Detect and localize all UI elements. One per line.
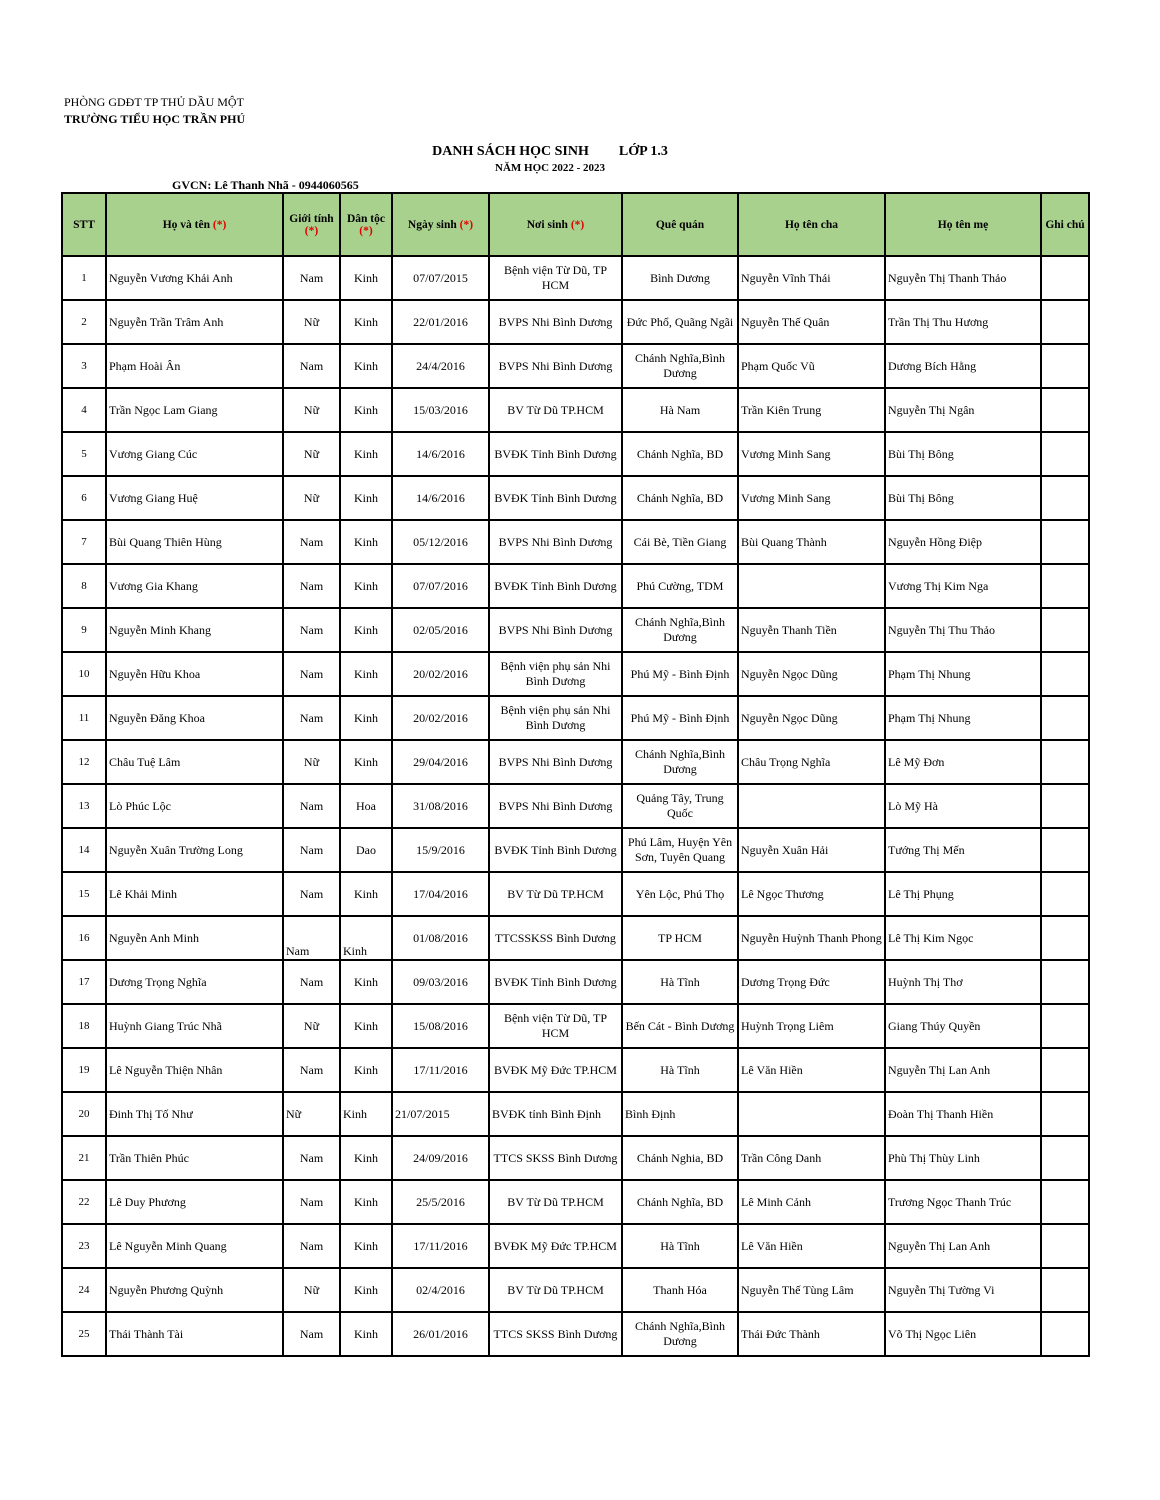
- cell-note: [1041, 564, 1089, 608]
- homeroom-teacher: GVCN: Lê Thanh Nhã - 0944060565: [172, 178, 359, 192]
- cell-birthplace: BVĐK Tỉnh Bình Dương: [489, 564, 622, 608]
- cell-stt: 9: [62, 608, 106, 652]
- header-hometown: Quê quán: [622, 193, 738, 256]
- cell-name: Vương Giang Cúc: [106, 432, 283, 476]
- cell-father: Lê Văn Hiền: [738, 1224, 885, 1268]
- cell-stt: 13: [62, 784, 106, 828]
- cell-dob: 15/08/2016: [392, 1004, 489, 1048]
- table-row: [62, 1180, 1089, 1224]
- cell-hometown: Chánh Nghĩa, BD: [622, 1180, 738, 1224]
- cell-dob: 22/01/2016: [392, 300, 489, 344]
- cell-father: [738, 784, 885, 828]
- cell-hometown: Hà Tĩnh: [622, 1224, 738, 1268]
- cell-hometown: Phú Mỹ - Bình Định: [622, 696, 738, 740]
- cell-gender: Nữ: [283, 432, 340, 476]
- cell-gender: Nam: [283, 828, 340, 872]
- table-row: [62, 1092, 1089, 1136]
- cell-mother: Nguyễn Hồng Điệp: [885, 520, 1041, 564]
- document-title: [0, 144, 1100, 160]
- cell-hometown: Đức Phổ, Quãng Ngãi: [622, 300, 738, 344]
- cell-note: [1041, 1004, 1089, 1048]
- cell-stt: 8: [62, 564, 106, 608]
- cell-dob: 31/08/2016: [392, 784, 489, 828]
- cell-birthplace: BV Từ Dũ TP.HCM: [489, 1268, 622, 1312]
- cell-mother: Nguyễn Thị Thu Thảo: [885, 608, 1041, 652]
- cell-hometown: Chánh Nghĩa,Bình Dương: [622, 1312, 738, 1356]
- cell-dob: 09/03/2016: [392, 960, 489, 1004]
- cell-dob: 29/04/2016: [392, 740, 489, 784]
- cell-dob: 07/07/2015: [392, 256, 489, 300]
- cell-birthplace: BVPS Nhi Bình Dương: [489, 344, 622, 388]
- cell-mother: Bùi Thị Bông: [885, 476, 1041, 520]
- cell-note: [1041, 828, 1089, 872]
- cell-gender: Nam: [283, 1136, 340, 1180]
- cell-ethnic: Kinh: [340, 1180, 392, 1224]
- cell-stt: 5: [62, 432, 106, 476]
- cell-gender: Nam: [283, 1224, 340, 1268]
- cell-birthplace: TTCSSKSS Bình Dương: [489, 916, 622, 960]
- cell-name: Thái Thành Tài: [106, 1312, 283, 1356]
- cell-hometown: Chánh Nghĩa,Bình Dương: [622, 344, 738, 388]
- cell-stt: 23: [62, 1224, 106, 1268]
- cell-mother: Bùi Thị Bông: [885, 432, 1041, 476]
- cell-birthplace: BVĐK Tỉnh Bình Dương: [489, 828, 622, 872]
- cell-mother: Nguyễn Thị Lan Anh: [885, 1048, 1041, 1092]
- cell-mother: Lê Thị Phụng: [885, 872, 1041, 916]
- cell-mother: Dương Bích Hằng: [885, 344, 1041, 388]
- cell-name: Lê Duy Phương: [106, 1180, 283, 1224]
- cell-ethnic: Kinh: [340, 652, 392, 696]
- header-mother: Họ tên mẹ: [885, 193, 1041, 256]
- cell-dob: 26/01/2016: [392, 1312, 489, 1356]
- cell-mother: Phạm Thị Nhung: [885, 652, 1041, 696]
- cell-dob: 20/02/2016: [392, 652, 489, 696]
- cell-gender: Nữ: [283, 388, 340, 432]
- cell-note: [1041, 1136, 1089, 1180]
- cell-name: Lò Phúc Lộc: [106, 784, 283, 828]
- table-header-row: [62, 193, 1089, 256]
- cell-birthplace: Bệnh viện Từ Dũ, TP HCM: [489, 1004, 622, 1048]
- cell-gender: Nam: [283, 344, 340, 388]
- cell-birthplace: Bệnh viện phụ sản Nhi Bình Dương: [489, 652, 622, 696]
- cell-birthplace: BVĐK Mỹ Đức TP.HCM: [489, 1224, 622, 1268]
- cell-gender: Nữ: [283, 300, 340, 344]
- table-row: [62, 256, 1089, 300]
- cell-father: Huỳnh Trọng Liêm: [738, 1004, 885, 1048]
- cell-hometown: Hà Nam: [622, 388, 738, 432]
- cell-dob: 02/05/2016: [392, 608, 489, 652]
- school-year: NĂM HỌC 2022 - 2023: [495, 162, 605, 174]
- cell-birthplace: Bệnh viện phụ sản Nhi Bình Dương: [489, 696, 622, 740]
- cell-ethnic: Hoa: [340, 784, 392, 828]
- cell-mother: Huỳnh Thị Thơ: [885, 960, 1041, 1004]
- cell-note: [1041, 652, 1089, 696]
- cell-stt: 1: [62, 256, 106, 300]
- class-label: LỚP 1.3: [618, 144, 668, 159]
- cell-father: Nguyễn Ngọc Dũng: [738, 652, 885, 696]
- cell-birthplace: BVPS Nhi Bình Dương: [489, 520, 622, 564]
- cell-hometown: Phú Lâm, Huyện Yên Sơn, Tuyên Quang: [622, 828, 738, 872]
- cell-note: [1041, 784, 1089, 828]
- cell-gender: Nữ: [283, 1004, 340, 1048]
- cell-birthplace: BVPS Nhi Bình Dương: [489, 784, 622, 828]
- cell-hometown: Chánh Nghĩa,Bình Dương: [622, 608, 738, 652]
- cell-mother: Phạm Thị Nhung: [885, 696, 1041, 740]
- cell-mother: Lê Mỹ Đơn: [885, 740, 1041, 784]
- cell-dob: 25/5/2016: [392, 1180, 489, 1224]
- cell-birthplace: BVĐK Tỉnh Bình Dương: [489, 960, 622, 1004]
- cell-birthplace: Bệnh viện Từ Dũ, TP HCM: [489, 256, 622, 300]
- cell-father: Nguyễn Thế Tùng Lâm: [738, 1268, 885, 1312]
- cell-ethnic: Kinh: [340, 256, 392, 300]
- cell-birthplace: BVPS Nhi Bình Dương: [489, 608, 622, 652]
- cell-hometown: Phú Mỹ - Bình Định: [622, 652, 738, 696]
- title-text: DANH SÁCH HỌC SINH: [432, 144, 589, 159]
- cell-stt: 7: [62, 520, 106, 564]
- cell-ethnic: Kinh: [340, 476, 392, 520]
- table-row: [62, 1048, 1089, 1092]
- cell-name: Nguyễn Xuân Trường Long: [106, 828, 283, 872]
- cell-father: Thái Đức Thành: [738, 1312, 885, 1356]
- cell-birthplace: BVĐK Mỹ Đức TP.HCM: [489, 1048, 622, 1092]
- cell-hometown: Chánh Nghia, BD: [622, 1136, 738, 1180]
- cell-father: Lê Văn Hiền: [738, 1048, 885, 1092]
- cell-name: Lê Khải Minh: [106, 872, 283, 916]
- cell-father: Nguyễn Vĩnh Thái: [738, 256, 885, 300]
- cell-father: Nguyễn Ngọc Dũng: [738, 696, 885, 740]
- cell-gender: Nam: [283, 608, 340, 652]
- cell-mother: Đoàn Thị Thanh Hiền: [885, 1092, 1041, 1136]
- cell-mother: Lê Thị Kim Ngọc: [885, 916, 1041, 960]
- cell-name: Nguyễn Phương Quỳnh: [106, 1268, 283, 1312]
- cell-note: [1041, 1092, 1089, 1136]
- cell-dob: 20/02/2016: [392, 696, 489, 740]
- cell-gender: Nữ: [283, 1268, 340, 1312]
- cell-ethnic: Kinh: [340, 1268, 392, 1312]
- cell-birthplace: BVPS Nhi Bình Dương: [489, 300, 622, 344]
- cell-hometown: Chánh Nghĩa, BD: [622, 432, 738, 476]
- cell-stt: 19: [62, 1048, 106, 1092]
- cell-father: Bùi Quang Thành: [738, 520, 885, 564]
- cell-hometown: Chánh Nghĩa,Bình Dương: [622, 740, 738, 784]
- cell-gender: Nam: [283, 564, 340, 608]
- cell-stt: 18: [62, 1004, 106, 1048]
- cell-father: Vương Minh Sang: [738, 476, 885, 520]
- cell-dob: 14/6/2016: [392, 432, 489, 476]
- cell-ethnic: Kinh: [340, 1004, 392, 1048]
- cell-hometown: Phú Cường, TDM: [622, 564, 738, 608]
- cell-stt: 14: [62, 828, 106, 872]
- cell-dob: 17/11/2016: [392, 1048, 489, 1092]
- cell-father: Nguyễn Thế Quân: [738, 300, 885, 344]
- cell-mother: Nguyễn Thị Lan Anh: [885, 1224, 1041, 1268]
- table-row: [62, 300, 1089, 344]
- cell-dob: 17/11/2016: [392, 1224, 489, 1268]
- table-row: [62, 476, 1089, 520]
- cell-ethnic: Kinh: [340, 960, 392, 1004]
- cell-stt: 3: [62, 344, 106, 388]
- table-row: [62, 564, 1089, 608]
- table-row: [62, 520, 1089, 564]
- cell-name: Dương Trọng Nghĩa: [106, 960, 283, 1004]
- table-row: [62, 960, 1089, 1004]
- cell-birthplace: BV Từ Dũ TP.HCM: [489, 872, 622, 916]
- cell-name: Nguyễn Anh Minh: [106, 916, 283, 960]
- student-list-table: [61, 192, 1090, 1357]
- cell-note: [1041, 960, 1089, 1004]
- cell-mother: Vương Thị Kim Nga: [885, 564, 1041, 608]
- cell-note: [1041, 1180, 1089, 1224]
- cell-note: [1041, 1268, 1089, 1312]
- cell-hometown: Thanh Hóa: [622, 1268, 738, 1312]
- table-row: [62, 1004, 1089, 1048]
- cell-father: Nguyễn Thanh Tiền: [738, 608, 885, 652]
- cell-name: Vương Gia Khang: [106, 564, 283, 608]
- cell-dob: 15/03/2016: [392, 388, 489, 432]
- cell-mother: Tướng Thị Mến: [885, 828, 1041, 872]
- cell-stt: 22: [62, 1180, 106, 1224]
- cell-birthplace: BVĐK Tỉnh Bình Dương: [489, 476, 622, 520]
- table-row: [62, 1312, 1089, 1356]
- cell-note: [1041, 916, 1089, 960]
- cell-stt: 21: [62, 1136, 106, 1180]
- cell-dob: 14/6/2016: [392, 476, 489, 520]
- school-name: TRƯỜNG TIỂU HỌC TRẦN PHÚ: [64, 112, 246, 126]
- cell-gender: Nam: [283, 1180, 340, 1224]
- header-ethnic: Dân tộc (*): [340, 193, 392, 256]
- cell-mother: Nguyễn Thị Tường Vi: [885, 1268, 1041, 1312]
- table-row: [62, 608, 1089, 652]
- cell-ethnic: Kinh: [340, 344, 392, 388]
- cell-name: Huỳnh Giang Trúc Nhã: [106, 1004, 283, 1048]
- cell-mother: Võ Thị Ngọc Liên: [885, 1312, 1041, 1356]
- header-note: Ghi chú: [1041, 193, 1089, 256]
- table-row: [62, 1268, 1089, 1312]
- cell-hometown: Chánh Nghĩa, BD: [622, 476, 738, 520]
- cell-stt: 25: [62, 1312, 106, 1356]
- cell-dob: 02/4/2016: [392, 1268, 489, 1312]
- table-row: [62, 872, 1089, 916]
- header-dob: Ngày sinh (*): [392, 193, 489, 256]
- cell-name: Nguyễn Trần Trâm Anh: [106, 300, 283, 344]
- table-row: [62, 1224, 1089, 1268]
- cell-note: [1041, 608, 1089, 652]
- cell-stt: 24: [62, 1268, 106, 1312]
- cell-ethnic: Kinh: [340, 916, 392, 960]
- cell-name: Trần Ngọc Lam Giang: [106, 388, 283, 432]
- table-row: [62, 1136, 1089, 1180]
- cell-note: [1041, 1312, 1089, 1356]
- cell-ethnic: Kinh: [340, 740, 392, 784]
- cell-ethnic: Kinh: [340, 388, 392, 432]
- table-row: [62, 828, 1089, 872]
- cell-mother: Trần Thị Thu Hương: [885, 300, 1041, 344]
- cell-stt: 15: [62, 872, 106, 916]
- cell-ethnic: Kinh: [340, 1136, 392, 1180]
- cell-stt: 17: [62, 960, 106, 1004]
- cell-name: Nguyễn Hữu Khoa: [106, 652, 283, 696]
- cell-ethnic: Kinh: [340, 872, 392, 916]
- cell-mother: Nguyễn Thị Thanh Thảo: [885, 256, 1041, 300]
- cell-name: Nguyễn Minh Khang: [106, 608, 283, 652]
- department-name: PHÒNG GDĐT TP THỦ DẦU MỘT: [64, 95, 244, 109]
- cell-note: [1041, 740, 1089, 784]
- cell-stt: 11: [62, 696, 106, 740]
- cell-name: Nguyễn Vương Khải Anh: [106, 256, 283, 300]
- cell-birthplace: BV Từ Dũ TP.HCM: [489, 1180, 622, 1224]
- cell-birthplace: BVĐK tỉnh Bình Định: [489, 1092, 622, 1136]
- cell-name: Châu Tuệ Lâm: [106, 740, 283, 784]
- cell-name: Bùi Quang Thiên Hùng: [106, 520, 283, 564]
- cell-note: [1041, 432, 1089, 476]
- cell-ethnic: Kinh: [340, 564, 392, 608]
- cell-note: [1041, 696, 1089, 740]
- cell-gender: Nữ: [283, 740, 340, 784]
- cell-name: Lê Nguyễn Thiện Nhân: [106, 1048, 283, 1092]
- cell-father: [738, 564, 885, 608]
- cell-dob: 05/12/2016: [392, 520, 489, 564]
- cell-mother: Trương Ngọc Thanh Trúc: [885, 1180, 1041, 1224]
- cell-note: [1041, 476, 1089, 520]
- cell-note: [1041, 344, 1089, 388]
- cell-birthplace: TTCS SKSS Bình Dương: [489, 1136, 622, 1180]
- cell-stt: 2: [62, 300, 106, 344]
- cell-note: [1041, 1224, 1089, 1268]
- cell-father: Lê Ngọc Thương: [738, 872, 885, 916]
- cell-birthplace: BVPS Nhi Bình Dương: [489, 740, 622, 784]
- cell-note: [1041, 1048, 1089, 1092]
- cell-hometown: Bình Định: [622, 1092, 738, 1136]
- cell-gender: Nam: [283, 696, 340, 740]
- cell-hometown: Bến Cát - Bình Dương: [622, 1004, 738, 1048]
- cell-father: Dương Trọng Đức: [738, 960, 885, 1004]
- cell-gender: Nữ: [283, 1092, 340, 1136]
- cell-mother: Lò Mỹ Hà: [885, 784, 1041, 828]
- cell-hometown: Yên Lộc, Phú Thọ: [622, 872, 738, 916]
- cell-dob: 07/07/2016: [392, 564, 489, 608]
- cell-gender: Nam: [283, 1312, 340, 1356]
- cell-hometown: Quảng Tây, Trung Quốc: [622, 784, 738, 828]
- cell-hometown: TP HCM: [622, 916, 738, 960]
- table-row: [62, 916, 1089, 960]
- header-stt: STT: [62, 193, 106, 256]
- cell-father: Châu Trọng Nghĩa: [738, 740, 885, 784]
- cell-father: Lê Minh Cảnh: [738, 1180, 885, 1224]
- cell-name: Phạm Hoài Ân: [106, 344, 283, 388]
- cell-gender: Nam: [283, 872, 340, 916]
- cell-ethnic: Kinh: [340, 432, 392, 476]
- cell-stt: 12: [62, 740, 106, 784]
- cell-ethnic: Kinh: [340, 1312, 392, 1356]
- cell-dob: 21/07/2015: [392, 1092, 489, 1136]
- cell-father: [738, 1092, 885, 1136]
- cell-mother: Giang Thúy Quyền: [885, 1004, 1041, 1048]
- cell-dob: 24/09/2016: [392, 1136, 489, 1180]
- cell-mother: Phù Thị Thùy Linh: [885, 1136, 1041, 1180]
- cell-birthplace: BV Từ Dũ TP.HCM: [489, 388, 622, 432]
- cell-father: Nguyễn Xuân Hải: [738, 828, 885, 872]
- table-row: [62, 740, 1089, 784]
- cell-ethnic: Dao: [340, 828, 392, 872]
- cell-gender: Nam: [283, 520, 340, 564]
- cell-note: [1041, 872, 1089, 916]
- cell-ethnic: Kinh: [340, 1224, 392, 1268]
- cell-dob: 15/9/2016: [392, 828, 489, 872]
- cell-birthplace: BVĐK Tỉnh Bình Dương: [489, 432, 622, 476]
- cell-stt: 16: [62, 916, 106, 960]
- cell-father: Vương Minh Sang: [738, 432, 885, 476]
- cell-father: Trần Công Danh: [738, 1136, 885, 1180]
- cell-gender: Nam: [283, 652, 340, 696]
- cell-name: Trần Thiên Phúc: [106, 1136, 283, 1180]
- cell-ethnic: Kinh: [340, 1092, 392, 1136]
- cell-gender: Nam: [283, 256, 340, 300]
- cell-gender: Nam: [283, 960, 340, 1004]
- cell-dob: 24/4/2016: [392, 344, 489, 388]
- table-row: [62, 344, 1089, 388]
- table-row: [62, 432, 1089, 476]
- cell-father: Phạm Quốc Vũ: [738, 344, 885, 388]
- cell-ethnic: Kinh: [340, 696, 392, 740]
- table-row: [62, 388, 1089, 432]
- header-name: Họ và tên (*): [106, 193, 283, 256]
- cell-name: Nguyễn Đăng Khoa: [106, 696, 283, 740]
- cell-father: Nguyễn Huỳnh Thanh Phong: [738, 916, 885, 960]
- cell-note: [1041, 520, 1089, 564]
- cell-dob: 01/08/2016: [392, 916, 489, 960]
- cell-hometown: Hà Tĩnh: [622, 960, 738, 1004]
- cell-mother: Nguyễn Thị Ngân: [885, 388, 1041, 432]
- cell-birthplace: TTCS SKSS Bình Dương: [489, 1312, 622, 1356]
- cell-gender: Nam: [283, 916, 340, 960]
- cell-ethnic: Kinh: [340, 608, 392, 652]
- cell-stt: 6: [62, 476, 106, 520]
- cell-stt: 20: [62, 1092, 106, 1136]
- cell-dob: 17/04/2016: [392, 872, 489, 916]
- cell-note: [1041, 388, 1089, 432]
- cell-father: Trần Kiên Trung: [738, 388, 885, 432]
- cell-gender: Nam: [283, 1048, 340, 1092]
- cell-name: Lê Nguyễn Minh Quang: [106, 1224, 283, 1268]
- cell-gender: Nam: [283, 784, 340, 828]
- cell-name: Vương Giang Huệ: [106, 476, 283, 520]
- cell-ethnic: Kinh: [340, 520, 392, 564]
- table-row: [62, 652, 1089, 696]
- cell-hometown: Bình Dương: [622, 256, 738, 300]
- cell-stt: 4: [62, 388, 106, 432]
- cell-ethnic: Kinh: [340, 1048, 392, 1092]
- cell-hometown: Hà Tĩnh: [622, 1048, 738, 1092]
- header-father: Họ tên cha: [738, 193, 885, 256]
- cell-ethnic: Kinh: [340, 300, 392, 344]
- cell-stt: 10: [62, 652, 106, 696]
- cell-gender: Nữ: [283, 476, 340, 520]
- table-row: [62, 696, 1089, 740]
- cell-note: [1041, 256, 1089, 300]
- header-gender: Giới tính (*): [283, 193, 340, 256]
- header-birthplace: Nơi sinh (*): [489, 193, 622, 256]
- table-row: [62, 784, 1089, 828]
- cell-note: [1041, 300, 1089, 344]
- cell-hometown: Cái Bè, Tiền Giang: [622, 520, 738, 564]
- cell-name: Đinh Thị Tố Như: [106, 1092, 283, 1136]
